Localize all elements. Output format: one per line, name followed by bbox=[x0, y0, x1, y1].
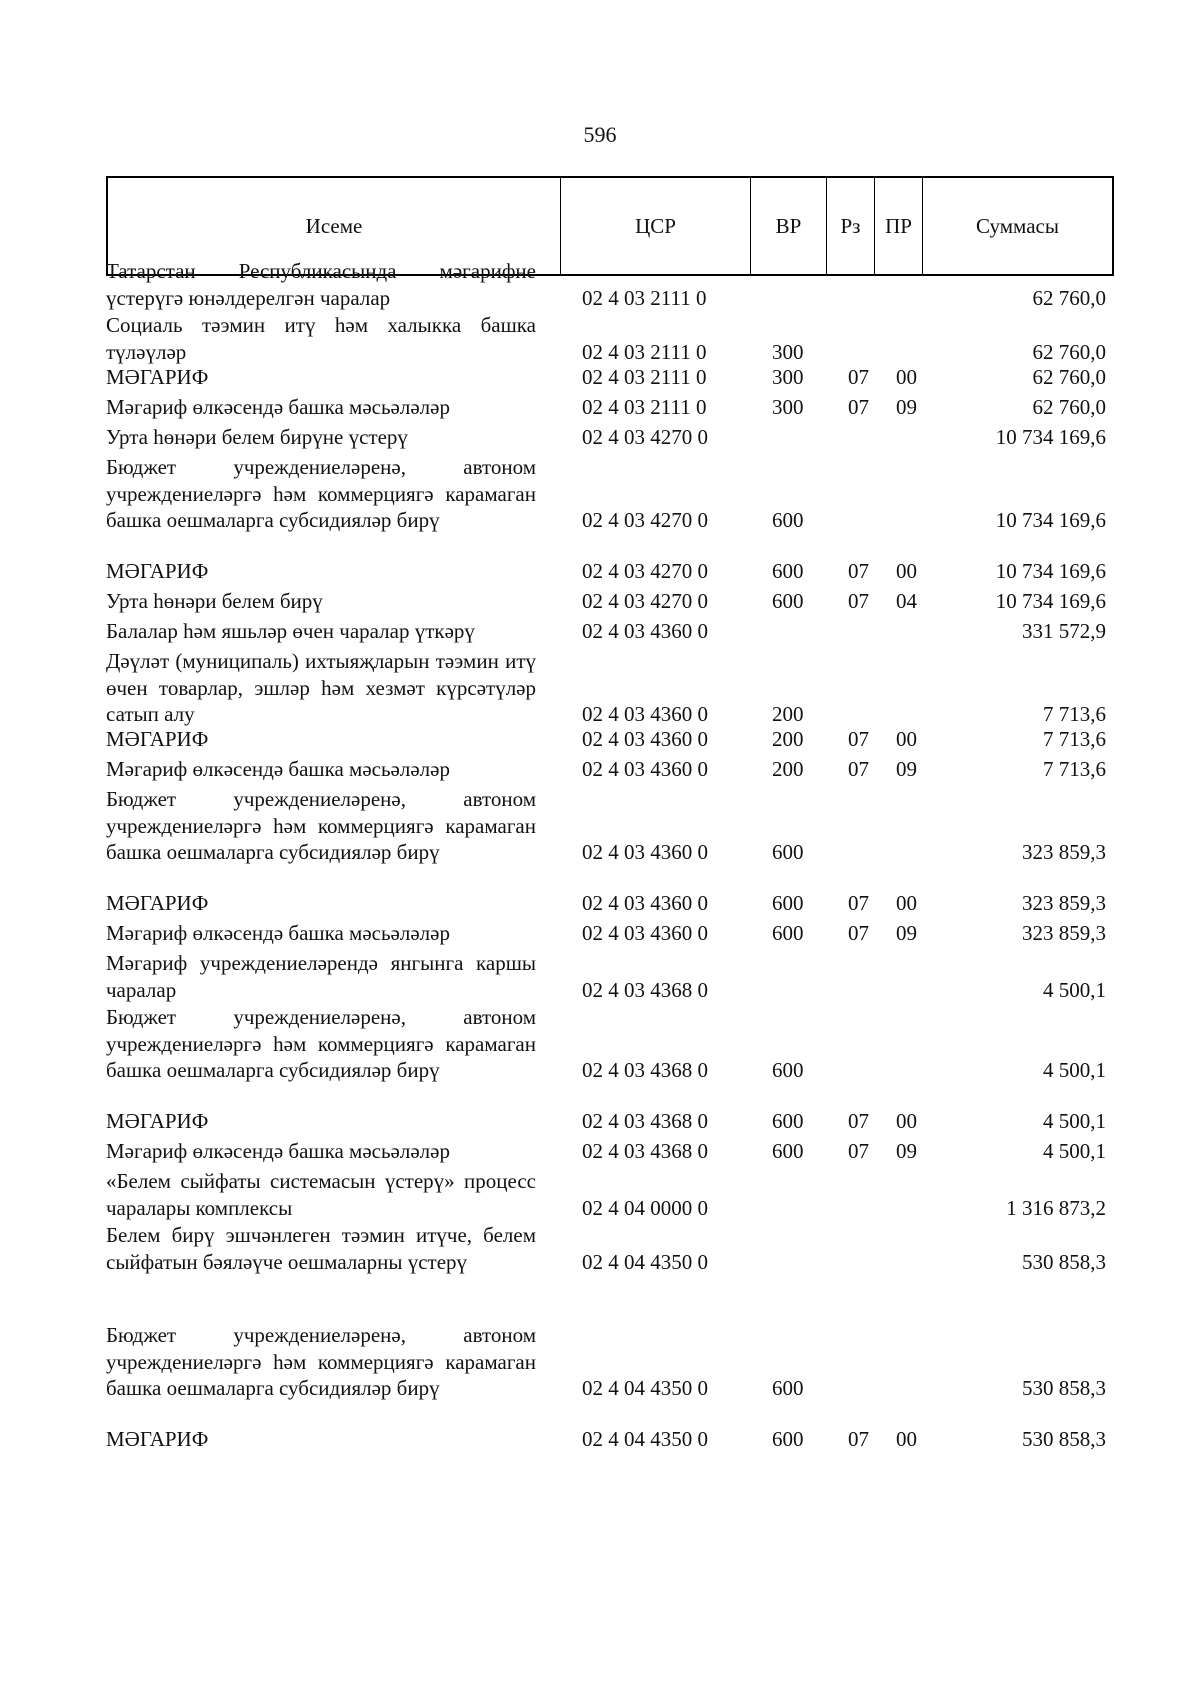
row-sum: 530 858,3 bbox=[1022, 1427, 1106, 1451]
row-vr: 300 bbox=[772, 339, 804, 364]
row-name: «Белем сыйфаты системасын үстерү» процесс чаралары комплексы bbox=[106, 1169, 536, 1220]
table-row bbox=[106, 890, 1114, 917]
row-name: Татарстан Республикасында мәгарифне үстерүгә юнәлдерелгән чаралар bbox=[106, 259, 536, 310]
row-csr: 02 4 03 4368 0 bbox=[582, 1139, 708, 1163]
table-row bbox=[106, 364, 1114, 391]
row-vr: 200 bbox=[772, 757, 804, 781]
row-csr: 02 4 03 4360 0 bbox=[582, 921, 708, 945]
row-name: Мәгариф өлкәсендә башка мәсьәләләр bbox=[106, 1139, 450, 1163]
page-number: 596 bbox=[583, 122, 617, 147]
row-name: МӘГАРИФ bbox=[106, 559, 209, 583]
table-row bbox=[106, 588, 1114, 615]
row-name: Мәгариф өлкәсендә башка мәсьәләләр bbox=[106, 757, 450, 781]
row-csr: 02 4 04 4350 0 bbox=[582, 1427, 708, 1451]
row-csr: 02 4 03 4360 0 bbox=[582, 727, 708, 751]
row-sum: 62 760,0 bbox=[1032, 339, 1106, 364]
row-rz: 07 bbox=[848, 757, 869, 781]
budget-table bbox=[106, 176, 1114, 1451]
row-csr: 02 4 03 4360 0 bbox=[582, 619, 708, 643]
row-csr: 02 4 03 4270 0 bbox=[582, 508, 708, 532]
row-sum: 4 500,1 bbox=[1043, 1109, 1106, 1133]
row-pr: 00 bbox=[896, 1109, 917, 1133]
row-sum: 7 713,6 bbox=[1043, 757, 1106, 781]
header-pr: ПР bbox=[874, 178, 922, 274]
header-vr: ВР bbox=[750, 178, 826, 274]
row-name: МӘГАРИФ bbox=[106, 1427, 209, 1451]
row-rz: 07 bbox=[848, 589, 869, 613]
row-csr: 02 4 03 4360 0 bbox=[582, 702, 708, 726]
row-pr: 09 bbox=[896, 757, 917, 781]
row-sum: 10 734 169,6 bbox=[995, 559, 1106, 583]
table-row bbox=[106, 618, 1114, 645]
row-sum: 10 734 169,6 bbox=[995, 508, 1106, 532]
row-pr: 09 bbox=[896, 395, 917, 419]
row-sum: 62 760,0 bbox=[1032, 365, 1106, 389]
row-vr: 200 bbox=[772, 702, 804, 726]
row-vr: 600 bbox=[772, 1427, 804, 1451]
table-row bbox=[106, 454, 1114, 534]
header-name: Исеме bbox=[305, 213, 363, 238]
row-sum: 530 858,3 bbox=[1022, 1249, 1106, 1274]
table-row bbox=[106, 558, 1114, 585]
row-vr: 300 bbox=[772, 395, 804, 419]
row-sum: 1 316 873,2 bbox=[1006, 1195, 1106, 1220]
row-vr: 600 bbox=[772, 840, 804, 864]
table-row bbox=[106, 1426, 1114, 1453]
row-sum: 62 760,0 bbox=[1032, 285, 1106, 310]
row-vr: 600 bbox=[772, 589, 804, 613]
row-rz: 07 bbox=[848, 891, 869, 915]
row-sum: 4 500,1 bbox=[1043, 977, 1106, 1002]
row-pr: 00 bbox=[896, 365, 917, 389]
row-csr: 02 4 03 4360 0 bbox=[582, 891, 708, 915]
row-name: Урта һөнәри белем бирү bbox=[106, 589, 323, 613]
row-sum: 10 734 169,6 bbox=[995, 425, 1106, 449]
row-pr: 04 bbox=[896, 589, 917, 613]
row-csr: 02 4 03 2111 0 bbox=[582, 365, 707, 389]
row-vr: 600 bbox=[772, 1109, 804, 1133]
table-row bbox=[106, 424, 1114, 451]
row-name: Дәүләт (муниципаль) ихтыяҗларын тәэмин итү өчен товарлар, эшләр һәм хезмәт күрсәтүләр сатып алу bbox=[106, 649, 536, 726]
row-vr: 600 bbox=[772, 1376, 804, 1400]
row-name: МӘГАРИФ bbox=[106, 727, 209, 751]
row-sum: 62 760,0 bbox=[1032, 395, 1106, 419]
row-csr: 02 4 03 4270 0 bbox=[582, 425, 708, 449]
row-rz: 07 bbox=[848, 1139, 869, 1163]
row-name: Бюджет учреждениеләренә, автоном учреждениеләргә һәм коммерциягә карамаган башка оешмаларга субсидияләр бирү bbox=[106, 1005, 536, 1082]
row-csr: 02 4 04 4350 0 bbox=[582, 1376, 708, 1400]
row-sum: 10 734 169,6 bbox=[995, 589, 1106, 613]
table-row bbox=[106, 920, 1114, 947]
row-vr: 600 bbox=[772, 1058, 804, 1082]
row-name: МӘГАРИФ bbox=[106, 1109, 209, 1133]
row-pr: 00 bbox=[896, 891, 917, 915]
row-sum: 4 500,1 bbox=[1043, 1139, 1106, 1163]
row-vr: 600 bbox=[772, 559, 804, 583]
row-csr: 02 4 03 4368 0 bbox=[582, 977, 708, 1002]
table-row bbox=[106, 312, 1114, 365]
row-name: Балалар һәм яшьләр өчен чаралар үткәрү bbox=[106, 619, 475, 643]
row-rz: 07 bbox=[848, 1109, 869, 1133]
row-vr: 600 bbox=[772, 921, 804, 945]
row-name: Урта һөнәри белем бирүне үстерү bbox=[106, 425, 408, 449]
row-sum: 530 858,3 bbox=[1022, 1376, 1106, 1400]
row-csr: 02 4 03 2111 0 bbox=[582, 395, 707, 419]
row-name: МӘГАРИФ bbox=[106, 891, 209, 915]
row-csr: 02 4 03 4368 0 bbox=[582, 1058, 708, 1082]
table-row bbox=[106, 1322, 1114, 1402]
table-row bbox=[106, 756, 1114, 783]
row-name: Бюджет учреждениеләренә, автоном учреждениеләргә һәм коммерциягә карамаган башка оешмаларга субсидияләр бирү bbox=[106, 455, 536, 532]
row-name: Мәгариф өлкәсендә башка мәсьәләләр bbox=[106, 921, 450, 945]
row-sum: 323 859,3 bbox=[1022, 921, 1106, 945]
table-row bbox=[106, 786, 1114, 866]
table-row bbox=[106, 726, 1114, 753]
row-pr: 00 bbox=[896, 1427, 917, 1451]
row-pr: 09 bbox=[896, 1139, 917, 1163]
table-row bbox=[106, 1108, 1114, 1135]
header-csr: ЦСР bbox=[560, 178, 750, 274]
row-csr: 02 4 03 4368 0 bbox=[582, 1109, 708, 1133]
table-row bbox=[106, 394, 1114, 421]
row-rz: 07 bbox=[848, 365, 869, 389]
row-sum: 331 572,9 bbox=[1022, 619, 1106, 643]
row-csr: 02 4 03 4360 0 bbox=[582, 840, 708, 864]
row-name: Бюджет учреждениеләренә, автоном учреждениеләргә һәм коммерциягә карамаган башка оешмаларга субсидияләр бирү bbox=[106, 787, 536, 864]
row-vr: 600 bbox=[772, 891, 804, 915]
row-sum: 323 859,3 bbox=[1022, 891, 1106, 915]
row-pr: 00 bbox=[896, 559, 917, 583]
row-vr: 300 bbox=[772, 365, 804, 389]
table-row bbox=[106, 1222, 1114, 1275]
row-name: МӘГАРИФ bbox=[106, 365, 209, 389]
row-rz: 07 bbox=[848, 395, 869, 419]
table-row bbox=[106, 258, 1114, 311]
row-vr: 600 bbox=[772, 508, 804, 532]
row-pr: 00 bbox=[896, 727, 917, 751]
row-rz: 07 bbox=[848, 559, 869, 583]
row-name: Белем бирү эшчәнлеген тәэмин итүче, белем сыйфатын бәяләүче оешмаларны үстерү bbox=[106, 1223, 536, 1274]
row-name: Социаль тәэмин итү һәм халыкка башка түләүләр bbox=[106, 313, 536, 364]
row-pr: 09 bbox=[896, 921, 917, 945]
row-rz: 07 bbox=[848, 727, 869, 751]
row-sum: 7 713,6 bbox=[1043, 702, 1106, 726]
row-csr: 02 4 03 4270 0 bbox=[582, 589, 708, 613]
row-csr: 02 4 04 4350 0 bbox=[582, 1249, 708, 1274]
row-csr: 02 4 04 0000 0 bbox=[582, 1195, 708, 1220]
row-sum: 7 713,6 bbox=[1043, 727, 1106, 751]
table-row bbox=[106, 648, 1114, 728]
header-sum: Суммасы bbox=[922, 178, 1112, 274]
table-row bbox=[106, 950, 1114, 1003]
row-csr: 02 4 03 4270 0 bbox=[582, 559, 708, 583]
row-sum: 323 859,3 bbox=[1022, 840, 1106, 864]
row-sum: 4 500,1 bbox=[1043, 1058, 1106, 1082]
table-row bbox=[106, 1004, 1114, 1084]
row-csr: 02 4 03 2111 0 bbox=[582, 285, 707, 310]
row-name: Мәгариф өлкәсендә башка мәсьәләләр bbox=[106, 395, 450, 419]
row-csr: 02 4 03 2111 0 bbox=[582, 339, 707, 364]
row-vr: 200 bbox=[772, 727, 804, 751]
row-rz: 07 bbox=[848, 1427, 869, 1451]
header-rz: Рз bbox=[826, 178, 874, 274]
row-name: Мәгариф учреждениеләрендә янгынга каршы чаралар bbox=[106, 951, 536, 1002]
row-vr: 600 bbox=[772, 1139, 804, 1163]
table-row bbox=[106, 1168, 1114, 1221]
row-name: Бюджет учреждениеләренә, автоном учреждениеләргә һәм коммерциягә карамаган башка оешмаларга субсидияләр бирү bbox=[106, 1323, 536, 1400]
row-rz: 07 bbox=[848, 921, 869, 945]
row-csr: 02 4 03 4360 0 bbox=[582, 757, 708, 781]
table-row bbox=[106, 1138, 1114, 1165]
